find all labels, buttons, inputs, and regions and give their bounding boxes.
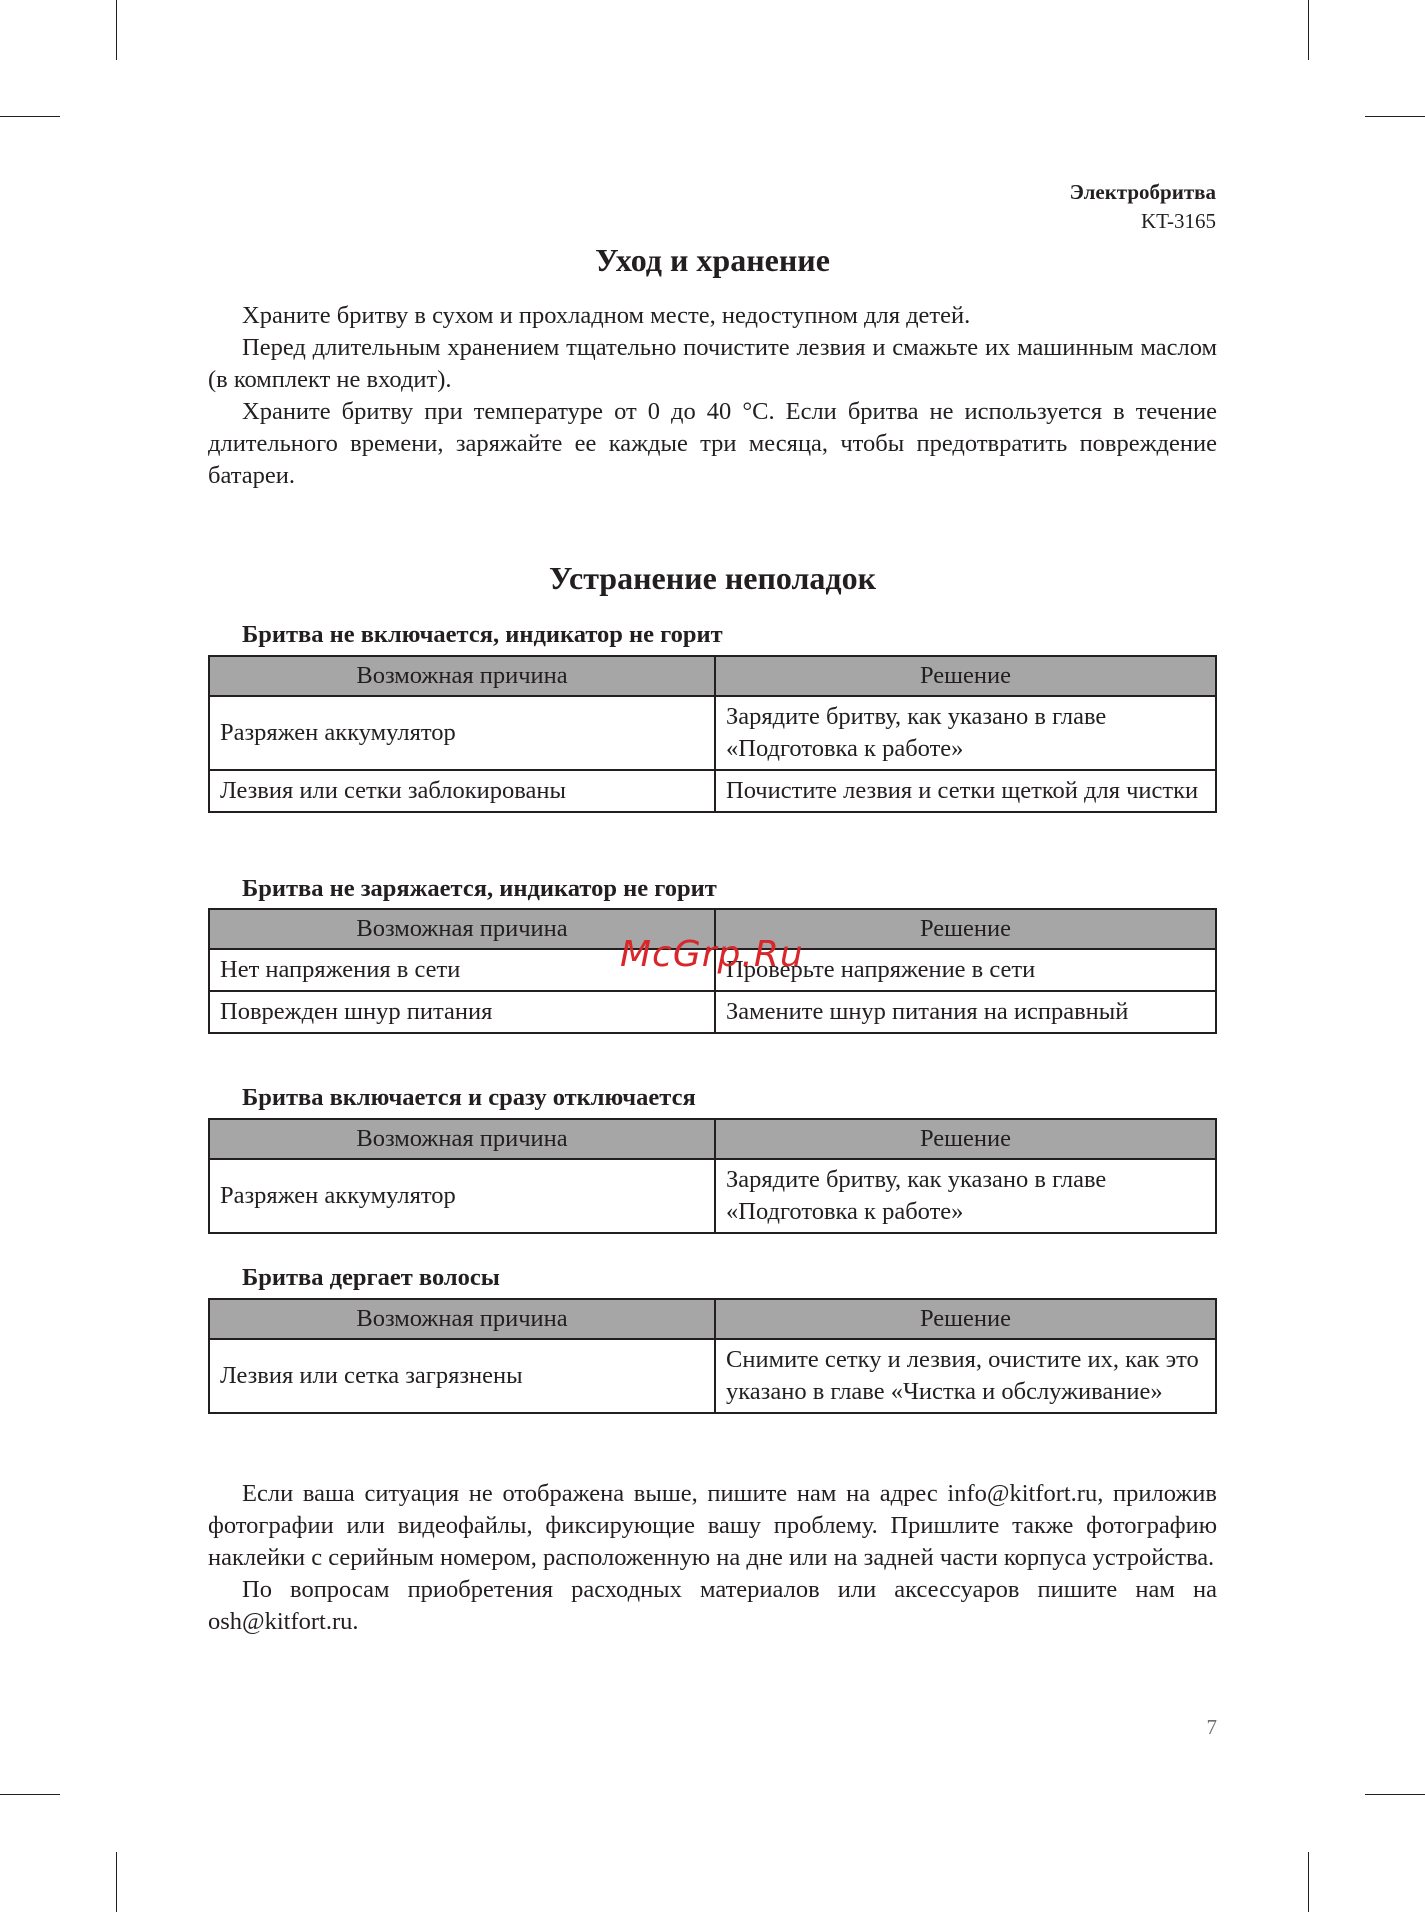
cause-cell: Нет напряжения в сети	[209, 949, 715, 991]
solution-cell: Замените шнур питания на исправный	[715, 991, 1216, 1033]
table-row	[209, 770, 1216, 812]
cause-cell: Разряжен аккумулятор	[209, 696, 715, 770]
fault-heading: Бритва не заряжается, индикатор не горит	[242, 875, 717, 902]
cause-cell: Лезвия или сетка загрязнены	[209, 1339, 715, 1413]
crop-mark	[1308, 0, 1309, 60]
crop-mark	[1308, 1852, 1309, 1912]
cause-cell: Лезвия или сетки заблокированы	[209, 770, 715, 812]
table-row	[209, 991, 1216, 1033]
solution-cell: Снимите сетку и лезвия, очистите их, как это указано в главе «Чистка и обслуживание»	[715, 1339, 1216, 1413]
fault-heading: Бритва дергает волосы	[242, 1264, 500, 1291]
fault-table	[208, 1118, 1217, 1234]
fault-heading: Бритва включается и сразу отключается	[242, 1084, 696, 1111]
table-header-row	[209, 1299, 1216, 1339]
crop-mark	[116, 0, 117, 60]
column-header-solution: Решение	[715, 909, 1216, 949]
solution-cell: Проверьте напряжение в сети	[715, 949, 1216, 991]
crop-mark	[0, 116, 60, 117]
column-header-cause: Возможная причина	[209, 1119, 715, 1159]
running-header	[1070, 178, 1216, 236]
contact-text	[208, 1478, 1217, 1638]
column-header-cause: Возможная причина	[209, 1299, 715, 1339]
fault-table	[208, 1298, 1217, 1414]
table-header-row	[209, 656, 1216, 696]
care-title: Уход и хранение	[595, 242, 830, 278]
care-paragraph: Перед длительным хранением тщательно почистите лезвия и смажьте их машинным маслом (в комплект не входит).	[208, 334, 1217, 393]
column-header-solution: Решение	[715, 1299, 1216, 1339]
cause-cell: Разряжен аккумулятор	[209, 1159, 715, 1233]
crop-mark	[1365, 1794, 1425, 1795]
troubleshooting-title: Устранение неполадок	[548, 560, 877, 596]
page-number: 7	[1206, 1715, 1217, 1739]
care-text	[208, 300, 1217, 492]
solution-cell: Зарядите бритву, как указано в главе «Подготовка к работе»	[715, 696, 1216, 770]
model-number: KT-3165	[1140, 209, 1216, 233]
fault-table	[208, 655, 1217, 813]
column-header-cause: Возможная причина	[209, 909, 715, 949]
care-paragraph: Храните бритву при температуре от 0 до 40 °C. Если бритва не используется в течение длительного времени, заряжайте ее каждые три месяца, чтобы предотвратить повреждение батареи.	[208, 398, 1217, 489]
cause-cell: Поврежден шнур питания	[209, 991, 715, 1033]
solution-cell: Почистите лезвия и сетки щеткой для чистки	[715, 770, 1216, 812]
crop-mark	[0, 1794, 60, 1795]
table-row	[209, 1339, 1216, 1413]
table-header-row	[209, 1119, 1216, 1159]
contact-paragraph: Если ваша ситуация не отображена выше, пишите нам на адрес info@kitfort.ru, приложив фотографии или видеофайлы, фиксирующие вашу проблему. Пришлите также фотографию наклейки с серийным номером, расположенную на дне или на задней части корпуса устройства.	[208, 1480, 1217, 1571]
column-header-cause: Возможная причина	[209, 656, 715, 696]
contact-paragraph: По вопросам приобретения расходных материалов или аксессуаров пишите нам на osh@kitfort.ru.	[208, 1576, 1217, 1635]
watermark: McGrp.Ru	[620, 934, 804, 975]
crop-mark	[116, 1852, 117, 1912]
product-name: Электробритва	[1069, 180, 1216, 204]
column-header-solution: Решение	[715, 656, 1216, 696]
table-row	[209, 1159, 1216, 1233]
fault-heading: Бритва не включается, индикатор не горит	[242, 621, 723, 648]
care-paragraph: Храните бритву в сухом и прохладном месте, недоступном для детей.	[242, 302, 971, 329]
crop-mark	[1365, 116, 1425, 117]
column-header-solution: Решение	[715, 1119, 1216, 1159]
table-row	[209, 696, 1216, 770]
solution-cell: Зарядите бритву, как указано в главе «Подготовка к работе»	[715, 1159, 1216, 1233]
